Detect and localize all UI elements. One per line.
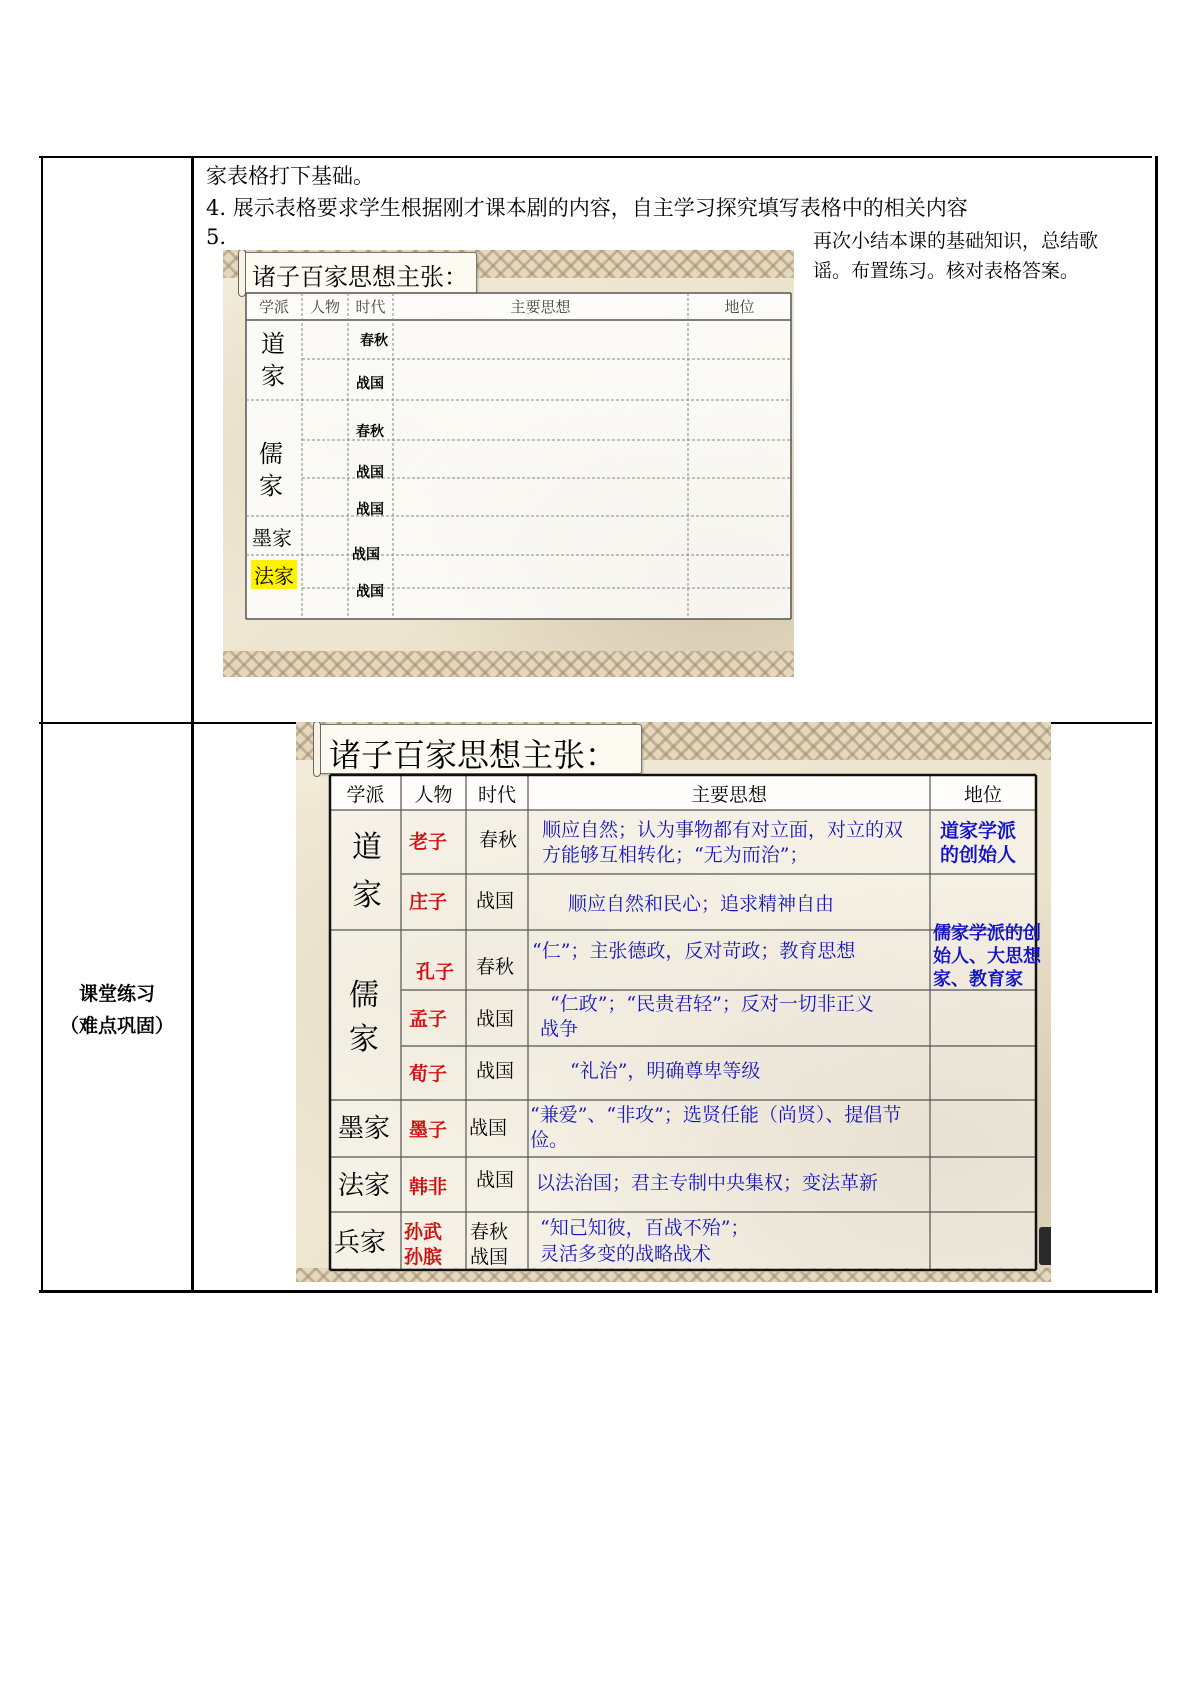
text-line-1: 家表格打下基础。 (206, 164, 374, 188)
answer-school-mo: 墨家 (338, 1114, 391, 1144)
answer-era-mengzi: 战国 (476, 1008, 515, 1030)
blank-header-person: 人物 (309, 298, 340, 316)
blank-era-5: 战国 (356, 502, 384, 518)
answer-header-school: 学派 (346, 784, 385, 806)
answer-header-era: 时代 (477, 784, 516, 806)
blank-school-mo: 墨家 (252, 526, 292, 550)
answer-person-mengzi: 孟子 (409, 1008, 448, 1030)
answer-school-fa: 法家 (338, 1171, 391, 1201)
blank-era-6: 战国 (352, 547, 380, 563)
row-label (43, 978, 191, 1042)
blank-header-idea: 主要思想 (510, 298, 571, 316)
answer-idea-zhuangzi: 顺应自然和民心；追求精神自由 (568, 893, 835, 915)
side-note (813, 226, 1098, 286)
answer-school-bing: 兵家 (334, 1228, 387, 1258)
answer-era-sunwu: 春秋 (470, 1221, 509, 1243)
slide-corner-control (1039, 1227, 1051, 1265)
answer-status-laozi: 道家学派的创始人 (940, 820, 1017, 866)
answer-era-hanfei: 战国 (476, 1169, 515, 1191)
side-note-line-1: 再次小结本课的基础知识，总结歌 (813, 230, 1099, 252)
answer-era-zhuangzi: 战国 (476, 890, 515, 912)
answer-person-sunbin: 孙膑 (404, 1246, 443, 1268)
blank-era-1: 春秋 (360, 333, 388, 349)
blank-school-dao: 道家 (261, 330, 285, 390)
slide-title: 诸子百家思想主张： (329, 736, 618, 774)
answer-era-kongzi: 春秋 (476, 956, 515, 978)
blank-era-3: 春秋 (356, 424, 384, 440)
side-note-line-2: 谣。布置练习。核对表格答案。 (813, 260, 1080, 282)
text-line-3-number: 5. (206, 225, 227, 249)
answer-person-mozi: 墨子 (409, 1119, 448, 1141)
answer-idea-mengzi: “仁政”；“民贵君轻”；反对一切非正义战争 (540, 993, 874, 1040)
blank-era-4: 战国 (356, 465, 384, 481)
answer-era-laozi: 春秋 (479, 829, 518, 851)
answer-person-zhuangzi: 庄子 (409, 891, 448, 913)
answer-person-sunwu: 孙武 (404, 1221, 443, 1243)
answer-era-mozi: 战国 (469, 1117, 508, 1139)
blank-header-era: 时代 (355, 298, 386, 316)
answer-idea-mozi: “兼爱”、“非攻”；选贤任能（尚贤）、提倡节俭。 (530, 1104, 902, 1151)
answer-person-kongzi: 孔子 (416, 961, 455, 983)
answer-header-status: 地位 (963, 784, 1002, 806)
row-label-title: 课堂练习 (78, 983, 155, 1005)
row-label-subtitle: （难点巩固） (59, 1015, 174, 1037)
answer-idea-bingjia-2: 灵活多变的战略战术 (540, 1243, 712, 1265)
answer-idea-laozi: 顺应自然；认为事物都有对立面，对立的双方能够互相转化；“无为而治”； (542, 819, 904, 866)
blank-school-fa: 法家 (251, 560, 297, 589)
table-column-divider (191, 156, 194, 1293)
blank-school-ru: 儒家 (259, 440, 283, 500)
table-bottom-border (39, 1290, 1152, 1293)
answer-school-ru: 儒家 (349, 978, 379, 1057)
answer-idea-xunzi: “礼治”，明确尊卑等级 (570, 1060, 761, 1082)
answer-era-xunzi: 战国 (476, 1060, 515, 1082)
answer-person-laozi: 老子 (409, 831, 448, 853)
answer-idea-kongzi: “仁”；主张德政，反对苛政；教育思想 (532, 940, 856, 962)
table-right-border (1155, 156, 1158, 1293)
blank-era-2: 战国 (356, 376, 384, 392)
answer-header-idea: 主要思想 (690, 784, 767, 806)
blank-header-status: 地位 (724, 298, 755, 316)
slide-blank-table (223, 250, 794, 677)
answer-person-hanfei: 韩非 (409, 1176, 448, 1198)
slide-title: 诸子百家思想主张： (252, 263, 468, 291)
answer-school-dao: 道家 (352, 830, 382, 913)
answer-header-person: 人物 (414, 784, 453, 806)
answer-idea-hanfei: 以法治国；君主专制中央集权；变法革新 (536, 1172, 879, 1194)
answer-status-kongzi: 儒家学派的创始人、大思想家、教育家 (933, 923, 1041, 990)
table-left-border (41, 156, 43, 1293)
slide-answer-table (296, 722, 1051, 1282)
table-top-border (39, 156, 1152, 158)
blank-header-school: 学派 (258, 298, 289, 316)
text-line-2: 4. 展示表格要求学生根据刚才课本剧的内容，自主学习探究填写表格中的相关内容 (206, 196, 968, 220)
answer-era-sunbin: 战国 (470, 1246, 509, 1268)
answer-person-xunzi: 荀子 (409, 1063, 448, 1085)
answer-idea-bingjia-1: “知己知彼，百战不殆”； (540, 1217, 750, 1239)
blank-era-7: 战国 (356, 584, 384, 600)
